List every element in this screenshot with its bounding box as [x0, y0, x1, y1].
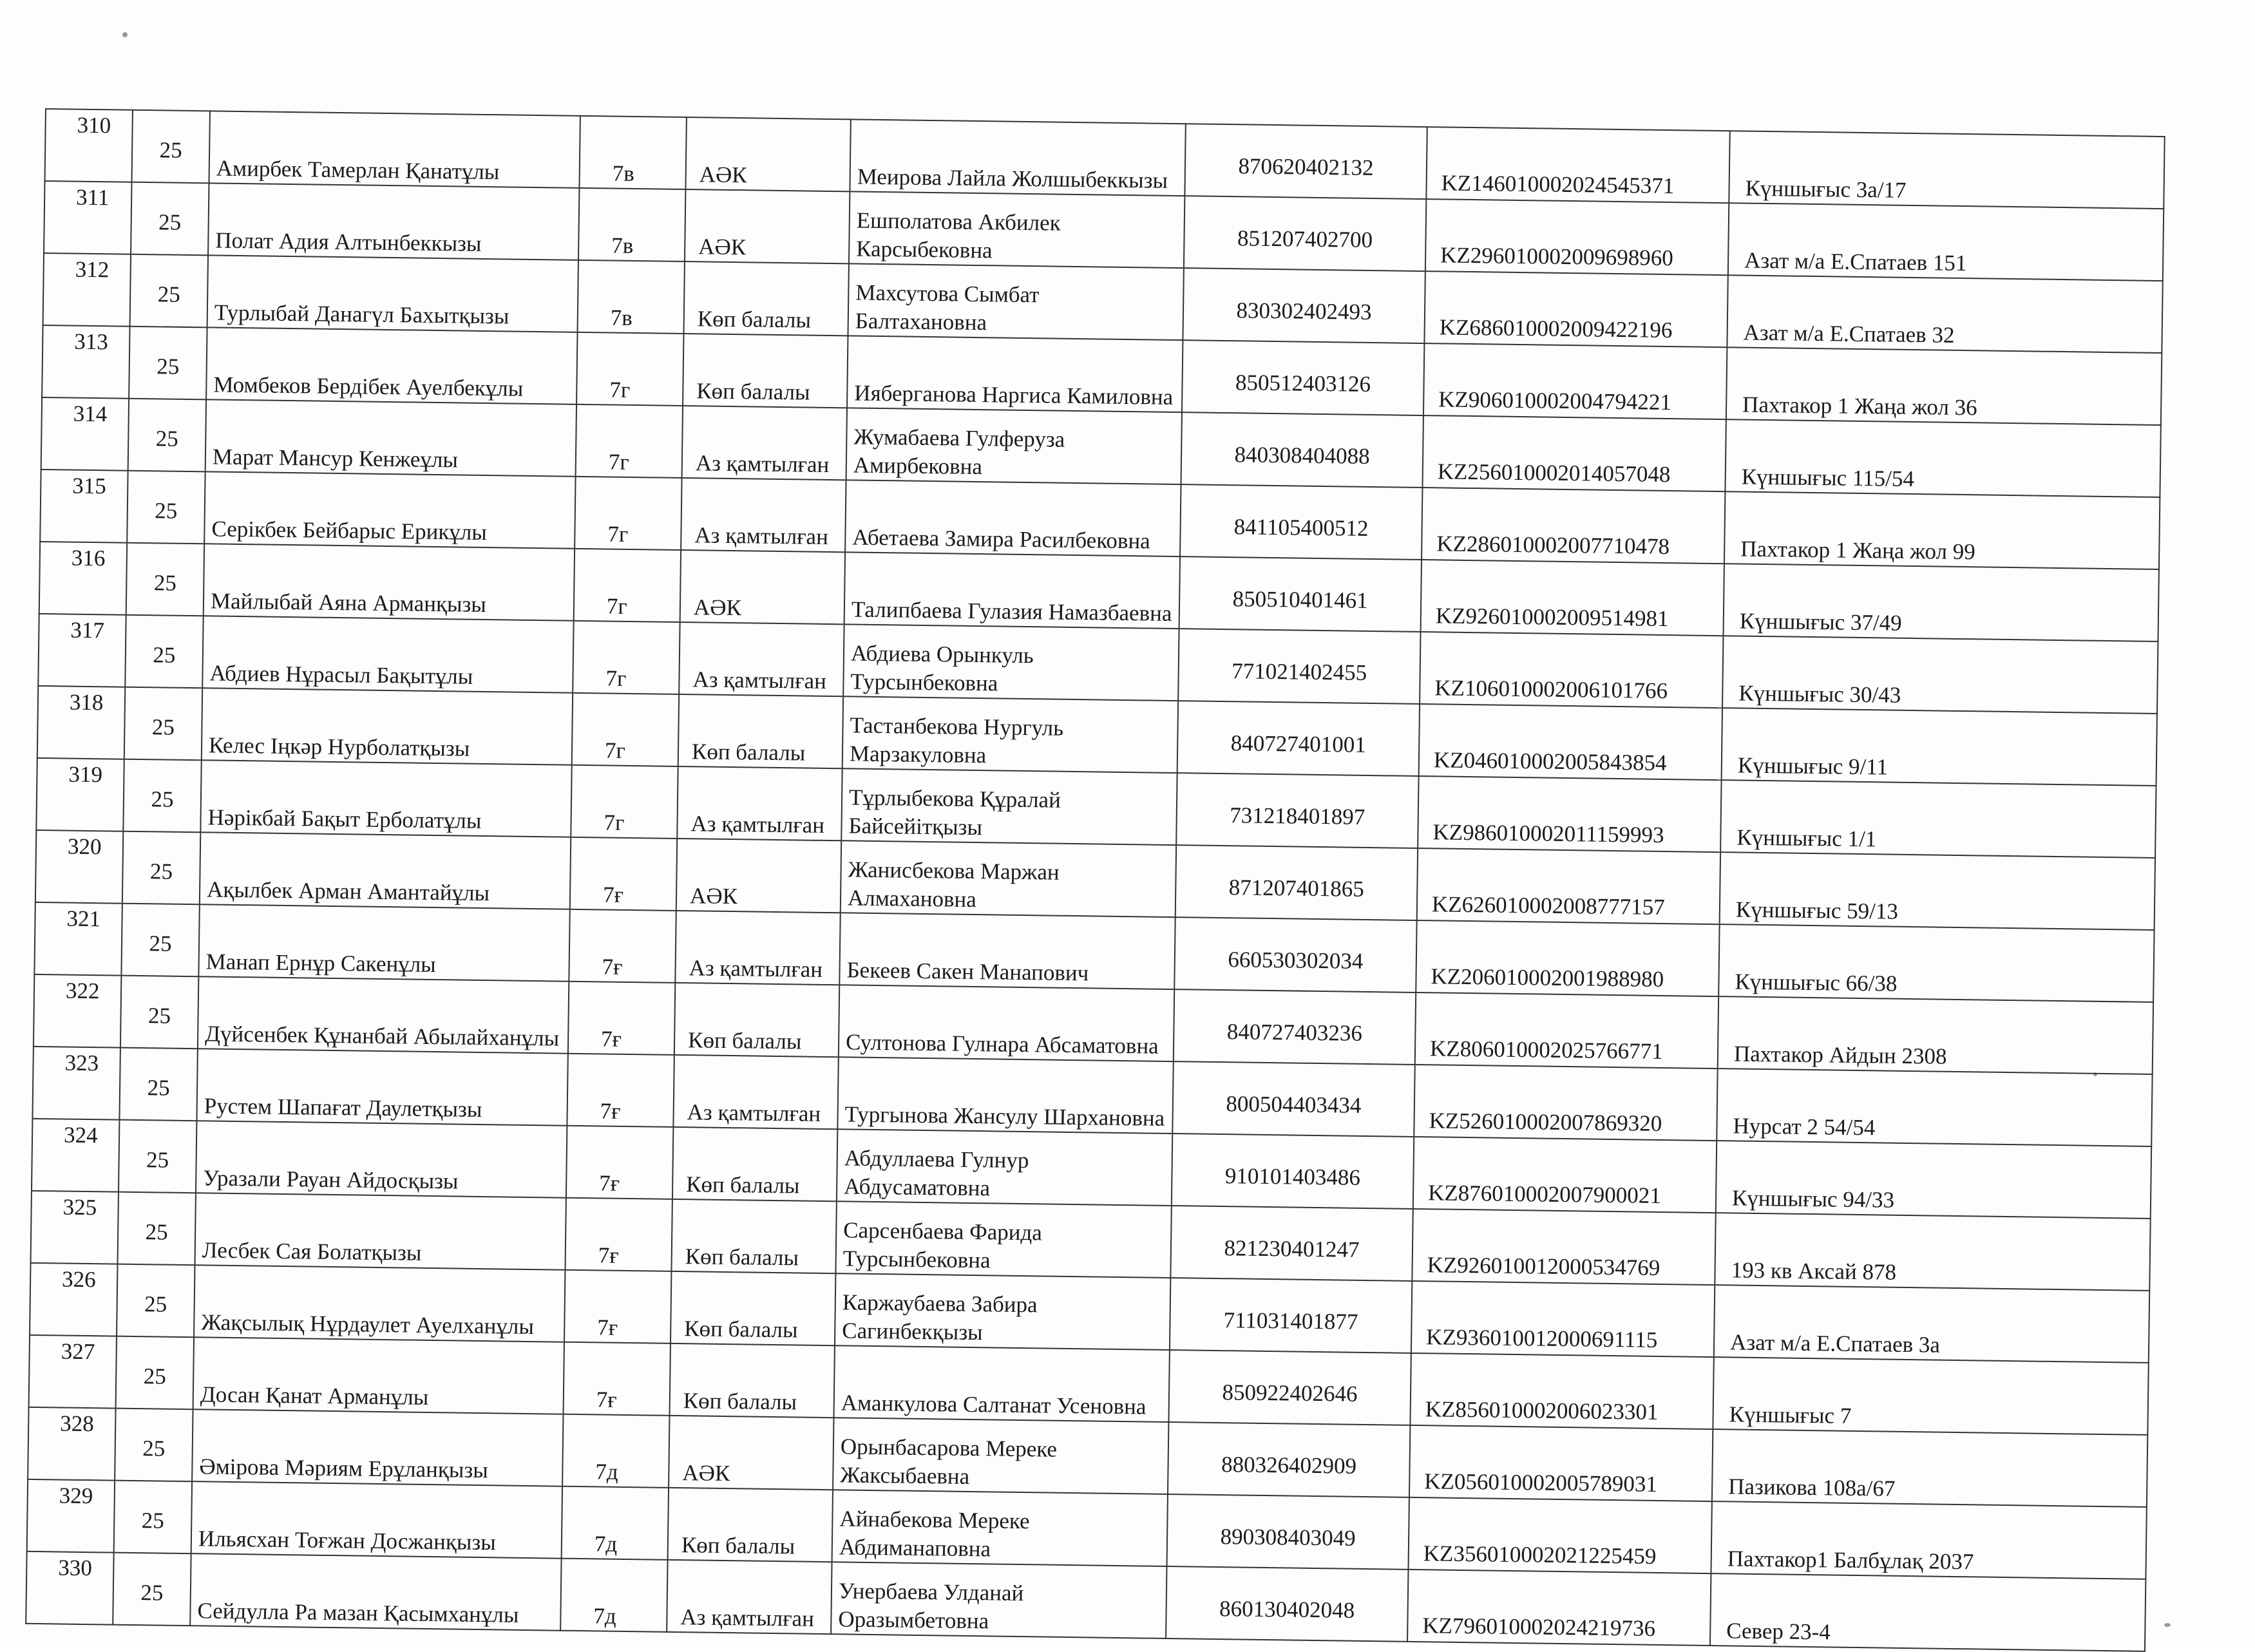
class-cell: 7ғ: [569, 909, 676, 983]
account-number-cell: KZ626010002008777157: [1417, 848, 1720, 924]
category-cell: АӘК: [680, 550, 845, 624]
parent-name-cell: Унербаева Улданай Оразымбетовна: [831, 1562, 1166, 1638]
iin-cell: 860130402048: [1166, 1566, 1408, 1642]
account-number-cell: KZ806010002025766771: [1415, 992, 1718, 1068]
scan-speck: [2164, 1623, 2171, 1627]
address-cell: Пахтакор1 Балбұлақ 2037: [1711, 1501, 2146, 1579]
address-cell: Күншығыс 1/1: [1720, 780, 2156, 858]
row-number-cell: 315: [40, 470, 128, 543]
category-cell: Аз қамтылған: [667, 1560, 832, 1634]
account-number-cell: KZ256010002014057048: [1422, 415, 1726, 491]
account-number-cell: KZ206010002001988980: [1416, 920, 1719, 996]
grade-cell: 25: [119, 1048, 197, 1121]
class-cell: 7г: [572, 693, 679, 766]
row-number-cell: 330: [26, 1552, 113, 1625]
grade-cell: 25: [126, 543, 204, 616]
account-number-cell: KZ526010002007869320: [1414, 1065, 1717, 1141]
category-cell: Көп балалы: [671, 1199, 836, 1273]
address-cell: Күншығыс 9/11: [1722, 708, 2157, 786]
class-cell: 7д: [562, 1414, 669, 1488]
parent-name-cell: Талипбаева Гулазия Намазбаевна: [844, 552, 1180, 629]
category-cell: Көп балалы: [678, 694, 843, 768]
account-number-cell: KZ796010002024219736: [1407, 1570, 1711, 1646]
row-number-cell: 324: [32, 1119, 119, 1192]
iin-cell: 800504403434: [1172, 1061, 1414, 1137]
address-cell: Күншығыс 37/49: [1724, 564, 2159, 641]
address-cell: Күншығыс 115/54: [1725, 419, 2160, 497]
student-name-cell: Досан Қанат Арманұлы: [193, 1337, 564, 1414]
grade-cell: 25: [122, 831, 200, 905]
row-number-cell: 318: [37, 686, 125, 759]
grade-cell: 25: [130, 254, 208, 328]
account-number-cell: KZ936010012000691115: [1411, 1281, 1715, 1357]
class-cell: 7г: [571, 765, 678, 839]
iin-cell: 850512403126: [1182, 340, 1424, 415]
grade-cell: 25: [128, 399, 206, 472]
category-cell: Аз қамтылған: [673, 1055, 838, 1129]
iin-cell: 840727403236: [1174, 989, 1416, 1065]
address-cell: Нурсат 2 54/54: [1717, 1068, 2152, 1146]
grade-cell: 25: [129, 327, 207, 400]
address-cell: 193 кв Аксай 878: [1715, 1213, 2150, 1291]
category-cell: АӘК: [685, 117, 850, 191]
address-cell: Азат м/а Е.Спатаев 151: [1728, 203, 2164, 281]
student-name-cell: Полат Адия Алтынбеккызы: [208, 183, 579, 260]
account-number-cell: KZ056010002005789031: [1409, 1425, 1713, 1501]
category-cell: Көп балалы: [684, 261, 849, 336]
iin-cell: 840727401001: [1177, 701, 1420, 776]
grade-cell: 25: [117, 1264, 195, 1338]
row-number-cell: 323: [32, 1047, 120, 1120]
class-cell: 7ғ: [568, 982, 675, 1055]
class-cell: 7ғ: [566, 1126, 673, 1199]
class-cell: 7г: [573, 621, 680, 694]
parent-name-cell: Жанисбекова Маржан Алмахановна: [841, 840, 1176, 917]
iin-cell: 841105400512: [1180, 484, 1422, 560]
account-number-cell: KZ14601000202454537​1: [1426, 127, 1729, 203]
row-number-cell: 319: [36, 758, 124, 831]
parent-name-cell: Тастанбекова Нургуль Марзакуловна: [842, 696, 1178, 773]
grade-cell: 25: [131, 182, 209, 256]
parent-name-cell: Бекеев Сакен Манапович: [839, 913, 1175, 989]
student-name-cell: Ильясхан Тоғжан Досжанқызы: [191, 1481, 562, 1559]
iin-cell: 850922402646: [1168, 1350, 1411, 1425]
student-name-cell: Келес Іңкәр Нурболатқызы: [202, 688, 573, 765]
class-cell: 7г: [576, 404, 683, 478]
student-name-cell: Жақсылық Нұрдаулет Ауелханұлы: [194, 1265, 565, 1342]
row-number-cell: 316: [39, 542, 127, 615]
account-number-cell: KZ686010002009422196: [1424, 271, 1727, 347]
address-cell: Азат м/а Е.Спатаев 3а: [1714, 1285, 2149, 1363]
category-cell: Көп балалы: [668, 1488, 833, 1562]
class-cell: 7г: [576, 332, 683, 406]
category-cell: Аз қамтылған: [681, 478, 846, 552]
grade-cell: 25: [114, 1481, 192, 1554]
category-cell: Аз қамтылған: [682, 406, 847, 480]
row-number-cell: 310: [45, 109, 133, 182]
row-number-cell: 321: [34, 902, 122, 976]
class-cell: 7д: [560, 1559, 667, 1632]
scan-speck: [122, 32, 128, 37]
row-number-cell: 320: [35, 830, 123, 904]
category-cell: Аз қамтылған: [679, 622, 844, 696]
class-cell: 7в: [579, 116, 686, 189]
parent-name-cell: Ешполатова Акбилек Карсыбековна: [849, 191, 1185, 268]
student-name-cell: Майлыбай Аяна Арманқызы: [204, 544, 575, 621]
grade-cell: 25: [119, 1120, 196, 1193]
row-number-cell: 312: [43, 253, 131, 327]
grade-cell: 25: [115, 1409, 193, 1482]
grade-cell: 25: [121, 904, 199, 977]
parent-name-cell: Жумабаева Гулферуза Амирбековна: [846, 408, 1182, 484]
parent-name-cell: Султонова Гулнара Абсаматовна: [839, 985, 1174, 1061]
student-name-cell: Әмірова Мәриям Ерұланқызы: [192, 1409, 563, 1486]
student-name-cell: Марат Мансур Кенжеұлы: [205, 399, 576, 477]
student-roster-table: [25, 108, 2165, 1652]
category-cell: АӘК: [669, 1416, 833, 1490]
account-number-cell: KZ876010002007900021: [1413, 1137, 1717, 1213]
student-name-cell: Манап Ернұр Сакенұлы: [198, 904, 569, 982]
category-cell: Көп балалы: [670, 1343, 835, 1418]
grade-cell: 25: [113, 1553, 191, 1626]
account-number-cell: KZ986010002011159993: [1418, 776, 1721, 852]
class-cell: 7ғ: [564, 1270, 671, 1343]
row-number-cell: 313: [42, 325, 129, 399]
address-cell: Күншығыс 7: [1713, 1357, 2148, 1435]
iin-cell: 711031401877: [1170, 1278, 1412, 1353]
grade-cell: 25: [125, 615, 203, 688]
grade-cell: 25: [116, 1336, 194, 1410]
address-cell: Күншығыс 66/38: [1718, 924, 2154, 1002]
grade-cell: 25: [118, 1192, 196, 1266]
class-cell: 7ғ: [564, 1342, 671, 1416]
class-cell: 7ғ: [567, 1054, 674, 1127]
grade-cell: 25: [124, 687, 202, 761]
iin-cell: 840308404088: [1181, 412, 1423, 488]
row-number-cell: 327: [29, 1335, 117, 1409]
row-number-cell: 311: [44, 181, 131, 254]
student-name-cell: Нәрікбай Бақыт Ерболатұлы: [200, 760, 571, 837]
student-name-cell: Рустем Шапағат Даулетқызы: [196, 1049, 567, 1126]
student-name-cell: Турлыбай Данагүл Бахытқызы: [207, 255, 578, 332]
category-cell: Көп балалы: [671, 1271, 835, 1345]
student-name-cell: Ақылбек Арман Амантайұлы: [200, 832, 571, 909]
class-cell: 7в: [578, 260, 685, 334]
class-cell: 7г: [574, 549, 681, 622]
class-cell: 7ғ: [565, 1198, 672, 1271]
iin-cell: 660530302034: [1174, 917, 1416, 992]
class-cell: 7в: [578, 188, 685, 261]
iin-cell: 890308403049: [1167, 1494, 1409, 1570]
address-cell: Күншығыс 94/33: [1716, 1141, 2151, 1219]
iin-cell: 880326402909: [1168, 1422, 1410, 1497]
account-number-cell: KZ106010002006101766: [1420, 632, 1723, 708]
account-number-cell: KZ356010002021225459: [1408, 1497, 1711, 1573]
address-cell: Күншығыс 59/13: [1720, 852, 2155, 930]
row-number-cell: 314: [41, 397, 129, 471]
category-cell: Аз қамтылған: [675, 911, 840, 985]
account-number-cell: KZ296010002009698960: [1425, 199, 1729, 275]
parent-name-cell: Тургынова Жансулу Шархановна: [837, 1057, 1173, 1134]
row-number-cell: 322: [33, 974, 121, 1048]
parent-name-cell: Айнабекова Мереке Абдиманаповна: [832, 1490, 1168, 1566]
address-cell: Күншығыс 3а/17: [1729, 131, 2164, 209]
class-cell: 7ғ: [570, 837, 677, 911]
account-number-cell: KZ286010002007710478: [1422, 488, 1725, 564]
address-cell: Күншығыс 30/43: [1722, 636, 2158, 714]
row-number-cell: 325: [31, 1191, 119, 1264]
parent-name-cell: Ияберганова Наргиса Камиловна: [847, 336, 1183, 412]
iin-cell: 821230401247: [1170, 1206, 1413, 1281]
row-number-cell: 317: [38, 614, 126, 687]
parent-name-cell: Орынбасарова Мереке Жаксыбаевна: [833, 1418, 1168, 1494]
class-cell: 7д: [562, 1486, 669, 1560]
roster-body: [26, 109, 2165, 1651]
category-cell: АӘК: [676, 839, 841, 913]
account-number-cell: KZ906010002004794221: [1423, 343, 1727, 419]
iin-cell: 870620402132: [1185, 124, 1427, 199]
category-cell: Аз қамтылған: [677, 766, 842, 840]
student-name-cell: Уразали Рауан Айдосқызы: [196, 1121, 567, 1198]
parent-name-cell: Тұрлыбекова Құралай Байсейітқызы: [841, 768, 1177, 845]
grade-cell: 25: [120, 976, 198, 1049]
parent-name-cell: Сарсенбаева Фарида Турсынбековна: [835, 1201, 1171, 1278]
category-cell: Көп балалы: [674, 983, 839, 1057]
student-name-cell: Серікбек Бейбарыс Ерикұлы: [204, 471, 575, 549]
class-cell: 7г: [575, 477, 681, 550]
address-cell: Пахтакор Айдын 2308: [1718, 996, 2153, 1074]
parent-name-cell: Абдиева Орынкуль Турсынбековна: [843, 624, 1179, 701]
row-number-cell: 326: [30, 1263, 117, 1336]
parent-name-cell: Аманкулова Салтанат Усеновна: [833, 1345, 1169, 1422]
grade-cell: 25: [127, 471, 205, 544]
row-number-cell: 328: [28, 1407, 115, 1481]
iin-cell: 850510401461: [1179, 556, 1422, 632]
address-cell: Пазикова 108а/67: [1712, 1429, 2147, 1507]
student-name-cell: Абдиев Нұрасыл Бақытұлы: [202, 616, 573, 693]
account-number-cell: KZ926010002009514981: [1421, 560, 1724, 636]
grade-cell: 25: [132, 110, 210, 184]
iin-cell: 851207402700: [1184, 196, 1426, 271]
parent-name-cell: Махсутова Сымбат Балтахановна: [848, 263, 1183, 340]
iin-cell: 910101403486: [1172, 1134, 1414, 1209]
account-number-cell: KZ856010002006023301: [1410, 1353, 1713, 1429]
iin-cell: 771021402455: [1178, 629, 1420, 704]
parent-name-cell: Абдуллаева Гулнур Абдусаматовна: [837, 1129, 1172, 1206]
student-name-cell: Сейдулла Ра мазан Қасымханұлы: [190, 1553, 561, 1631]
row-number-cell: 329: [27, 1479, 115, 1553]
grade-cell: 25: [123, 759, 201, 833]
iin-cell: 731218401897: [1176, 773, 1418, 848]
category-cell: АӘК: [685, 189, 850, 263]
student-name-cell: Момбеков Бердібек Ауелбекұлы: [206, 327, 577, 404]
parent-name-cell: Каржаубаева Забира Сагинбекқызы: [835, 1273, 1170, 1350]
student-name-cell: Дүйсенбек Құнанбай Абылайханұлы: [198, 976, 569, 1054]
account-number-cell: KZ926010012000534769: [1412, 1209, 1715, 1285]
account-number-cell: KZ046010002005843854: [1419, 704, 1722, 780]
student-name-cell: Амирбек Тамерлан Қанатұлы: [209, 111, 580, 188]
parent-name-cell: Меирова Лайла Жолшыбеккызы: [850, 119, 1185, 196]
iin-cell: 871207401865: [1175, 845, 1418, 920]
category-cell: Көп балалы: [683, 334, 848, 408]
iin-cell: 830302402493: [1183, 268, 1425, 343]
address-cell: Азат м/а Е.Спатаев 32: [1727, 275, 2162, 353]
category-cell: Көп балалы: [672, 1127, 837, 1201]
address-cell: Пахтакор 1 Жаңа жол 36: [1726, 347, 2162, 425]
roster-sheet: [25, 108, 2164, 1652]
parent-name-cell: Абетаева Замира Расилбековна: [845, 480, 1181, 556]
student-name-cell: Лесбек Сая Болатқызы: [195, 1193, 566, 1270]
address-cell: Пахтакор 1 Жаңа жол 99: [1724, 491, 2160, 569]
address-cell: Север 23-4: [1710, 1573, 2146, 1651]
